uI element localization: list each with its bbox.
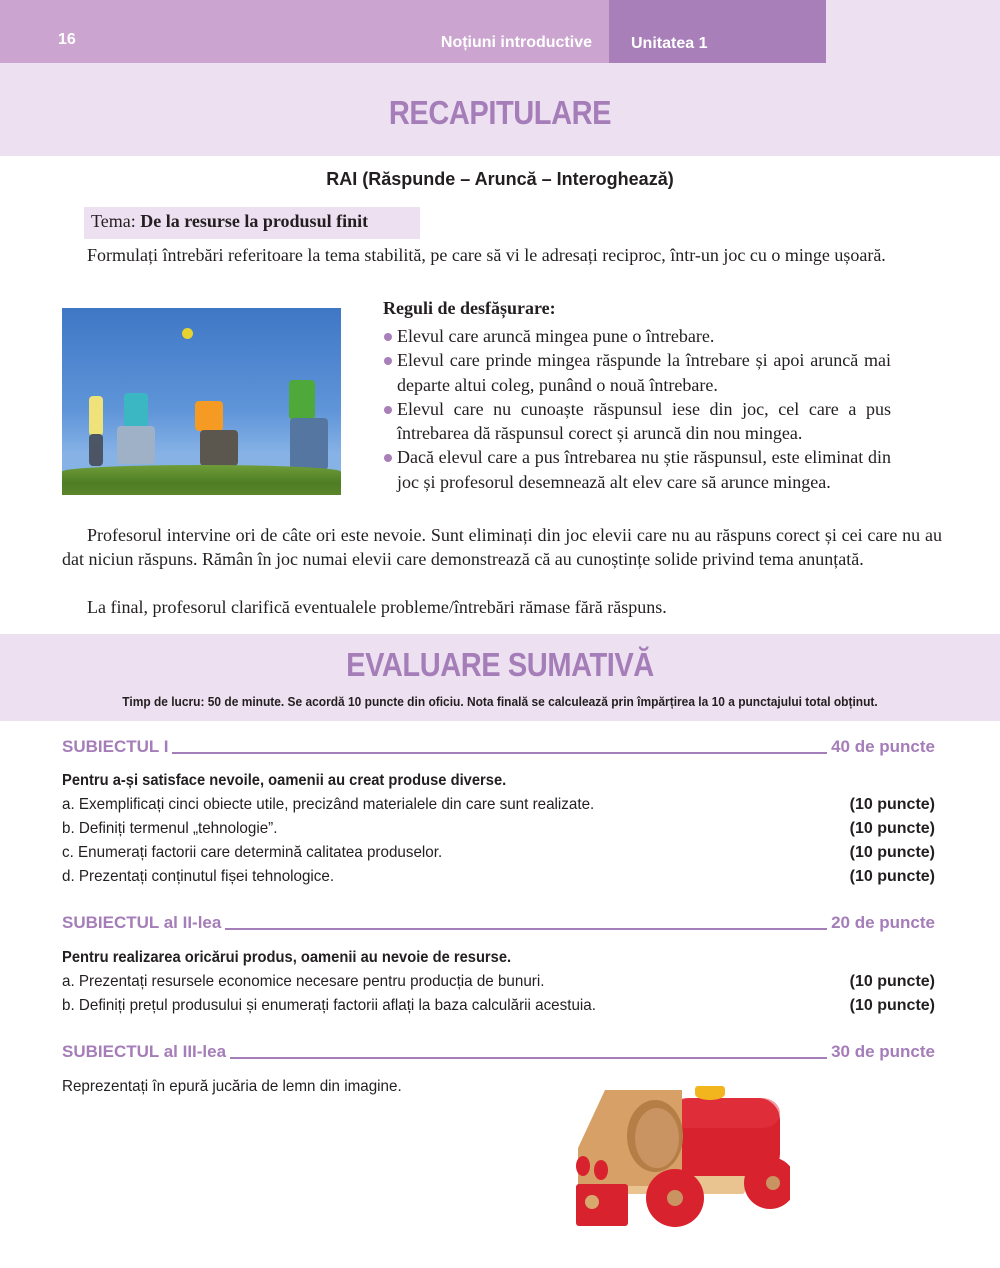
subject-3-header: SUBIECTUL al III-lea 30 de puncte [62, 1042, 935, 1061]
tema-box [84, 207, 420, 239]
grass [62, 465, 341, 495]
question-item: c. Enumerați factorii care determină calitatea produselor. (10 puncte) [62, 844, 935, 861]
header-bar [0, 0, 609, 63]
bullet-icon [384, 357, 392, 365]
evaluation-note: Timp de lucru: 50 de minute. Se acordă 10 puncte din oficiu. Nota finală se calculează prin împărțirea la 10 a punctajului total obținut. [122, 694, 878, 709]
kids-playing-photo [62, 308, 341, 495]
rule-item: Elevul care aruncă mingea pune o întrebare. [383, 324, 891, 348]
subject-1-header: SUBIECTUL I 40 de puncte [62, 737, 935, 756]
question-item: d. Prezentați conținutul fișei tehnologice. (10 puncte) [62, 868, 935, 885]
rule-item: Dacă elevul care a pus întrebarea nu știe răspunsul, este eliminat din joc și profesorul desemnează alt elev care să arunce mingea. [383, 445, 891, 494]
subject-2-lead: Pentru realizarea oricărui produs, oamenii au nevoie de resurse. [62, 949, 512, 966]
subject-1-lead: Pentru a-și satisface nevoile, oamenii au creat produse diverse. [62, 772, 507, 789]
question-item: b. Definiți termenul „tehnologie”. (10 puncte) [62, 820, 935, 837]
rules-title: Reguli de desfășurare: [383, 298, 556, 318]
ball-icon [182, 328, 193, 339]
divider-line [230, 1057, 827, 1059]
page-number: 16 [58, 31, 76, 48]
chapter-title: Noțiuni introductive [440, 34, 592, 51]
paragraph-final: La final, profesorul clarifică eventualele probleme/întrebări rămase fără răspuns. [87, 597, 667, 617]
rule-item: Elevul care nu cunoaște răspunsul iese din joc, cel care a pus întrebarea dă răspunsul corect și aruncă din nou mingea. [383, 397, 891, 446]
unit-label: Unitatea 1 [631, 35, 708, 52]
wooden-truck-image [560, 1078, 790, 1228]
bullet-icon [384, 454, 392, 462]
divider-line [225, 928, 827, 930]
tema-value: De la resurse la produsul finit [140, 211, 369, 231]
recap-title: RECAPITULARE [388, 94, 612, 131]
rules-list [383, 324, 891, 494]
divider-line [172, 752, 827, 754]
header-unit-bar [609, 0, 826, 63]
question-item: a. Exemplificați cinci obiecte utile, precizând materialele din care sunt realizate. (10 puncte) [62, 796, 935, 813]
bullet-icon [384, 406, 392, 414]
intro-paragraph: Formulați întrebări referitoare la tema stabilită, pe care să vi le adresați reciproc, într-un joc cu o minge ușoară. [87, 245, 886, 265]
evaluation-title: EVALUARE SUMATIVĂ [346, 646, 654, 683]
method-title: RAI (Răspunde – Aruncă – Interoghează) [326, 169, 674, 189]
paragraph-teacher: Profesorul intervine ori de câte ori este nevoie. Sunt eliminați din joc elevii care nu au răspuns corect și cei care nu au dat niciun răspuns. Rămân în joc numai elevii care demonstrează că au cunoștințe solide privind tema anunțată. [62, 525, 942, 569]
rule-item: Elevul care prinde mingea răspunde la întrebare și apoi aruncă mai departe altui coleg, punând o nouă întrebare. [383, 348, 891, 397]
subject-3-task: Reprezentați în epură jucăria de lemn din imagine. [62, 1078, 402, 1095]
bullet-icon [384, 333, 392, 341]
question-item: a. Prezentați resursele economice necesare pentru producția de bunuri. (10 puncte) [62, 973, 935, 990]
question-item: b. Definiți prețul produsului și enumerați factorii aflați la baza calculării acestuia. (10 puncte) [62, 997, 935, 1014]
tema-label: Tema: [91, 211, 141, 231]
subject-2-header: SUBIECTUL al II-lea 20 de puncte [62, 913, 935, 932]
